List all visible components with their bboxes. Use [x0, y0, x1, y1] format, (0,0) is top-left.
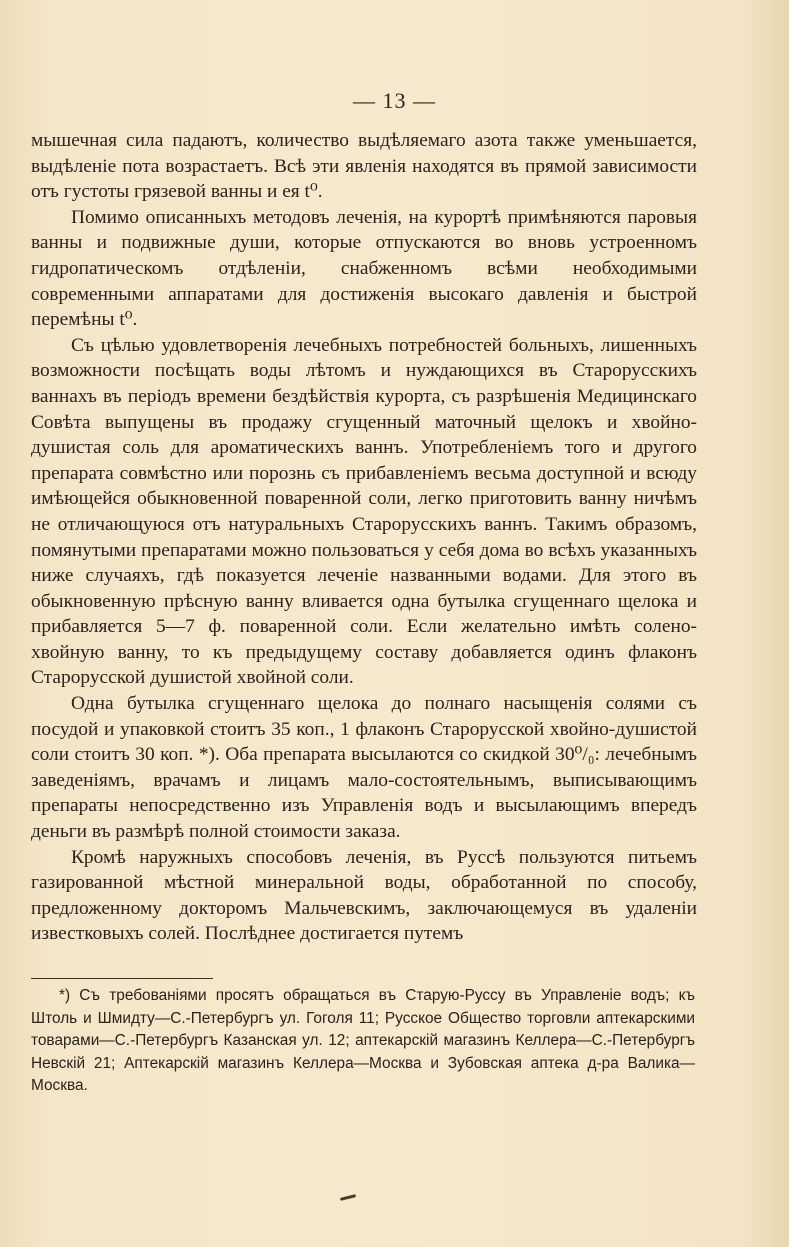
footnote — [31, 985, 695, 1098]
paragraph-1: мышечная сила падаютъ, количество выдѣляемаго азота также уменьшается, выдѣленіе пота возрастаетъ. Всѣ эти явленія находятся въ прямой зависимости отъ густоты грязевой ванны и ея t⁰. — [31, 130, 697, 203]
body-text — [31, 128, 697, 947]
page-number: — 13 — — [353, 88, 436, 113]
paragraph-2: Помимо описанныхъ методовъ леченія, на курортѣ примѣняются паровыя ванны и подвижные души, которые отпускаются во вновь устроенномъ гидропатическомъ отдѣленіи, снабженномъ всѣми необходимыми современными аппаратами для достиженія высокаго давленія и быстрой перемѣны t⁰. — [31, 206, 697, 331]
paragraph-5: Кромѣ наружныхъ способовъ леченія, въ Руссѣ пользуются питьемъ газированной мѣстной минеральной воды, обработанной по способу, предложенному докторомъ Мальчевскимъ, заключающемуся въ удаленіи известковыхъ солей. Послѣднее достигается путемъ — [31, 846, 697, 945]
footnote-divider — [31, 978, 213, 979]
paragraph-3: Съ цѣлью удовлетворенія лечебныхъ потребностей больныхъ, лишенныхъ возможности посѣщать воды лѣтомъ и нуждающихся въ Старорусскихъ ваннахъ въ періодъ времени бездѣйствія курорта, съ разрѣшенія Медицинскаго Совѣта выпущены въ продажу сгущенный маточный щелокъ и хвойно-душистая соль для ароматическихъ ваннъ. Употребленіемъ того и другого препарата совмѣстно или порознь съ прибавленіемъ весьма доступной и всюду имѣющейся обыкновенной поваренной соли, легко приготовить ванну ничѣмъ не отличающуюся отъ натуральныхъ Старорусскихъ ваннъ. Такимъ образомъ, помянутыми препаратами можно пользоваться у себя дома во всѣхъ указанныхъ ниже случаяхъ, гдѣ показуется леченіе названными водами. Для этого въ обыкновенную прѣсную ванну вливается одна бутылка сгущеннаго щелока и прибавляется 5—7 ф. поваренной соли. Если желательно имѣть солено-хвойную ванну, то къ предыдущему составу добавляется одинъ флаконъ Старорусской душистой хвойной соли. — [31, 334, 697, 689]
paragraph-4: Одна бутылка сгущеннаго щелока до полнаго насыщенія солями съ посудой и упаковкой стоитъ 35 коп., 1 флаконъ Старорусской хвойно-душистой соли стоитъ 30 коп. *). Оба препарата высылаются со скидкой 30⁰/₀: лечебнымъ заведеніямъ, врачамъ и лицамъ мало-состоятельнымъ, выписывающимъ препараты непосредственно изъ Управленія водъ и высылающимъ впередъ деньги въ размѣрѣ полной стоимости заказа. — [31, 693, 697, 843]
footnote-text: *) Съ требованіями просятъ обращаться въ Старую-Руссу въ Управленіе водъ; къ Штоль и Шмидту—С.-Петербургъ ул. Гоголя 11; Русское Общество торговли аптекарскими товарами—С.-Петербургъ Казанская ул. 12; аптекарскій магазинъ Келлера—С.-Петербургъ Невскій 21; Аптекарскій магазинъ Келлера—Москва и Зубовская аптека д-ра Валика—Москва. — [31, 987, 695, 1094]
ink-speck-icon — [340, 1194, 356, 1201]
